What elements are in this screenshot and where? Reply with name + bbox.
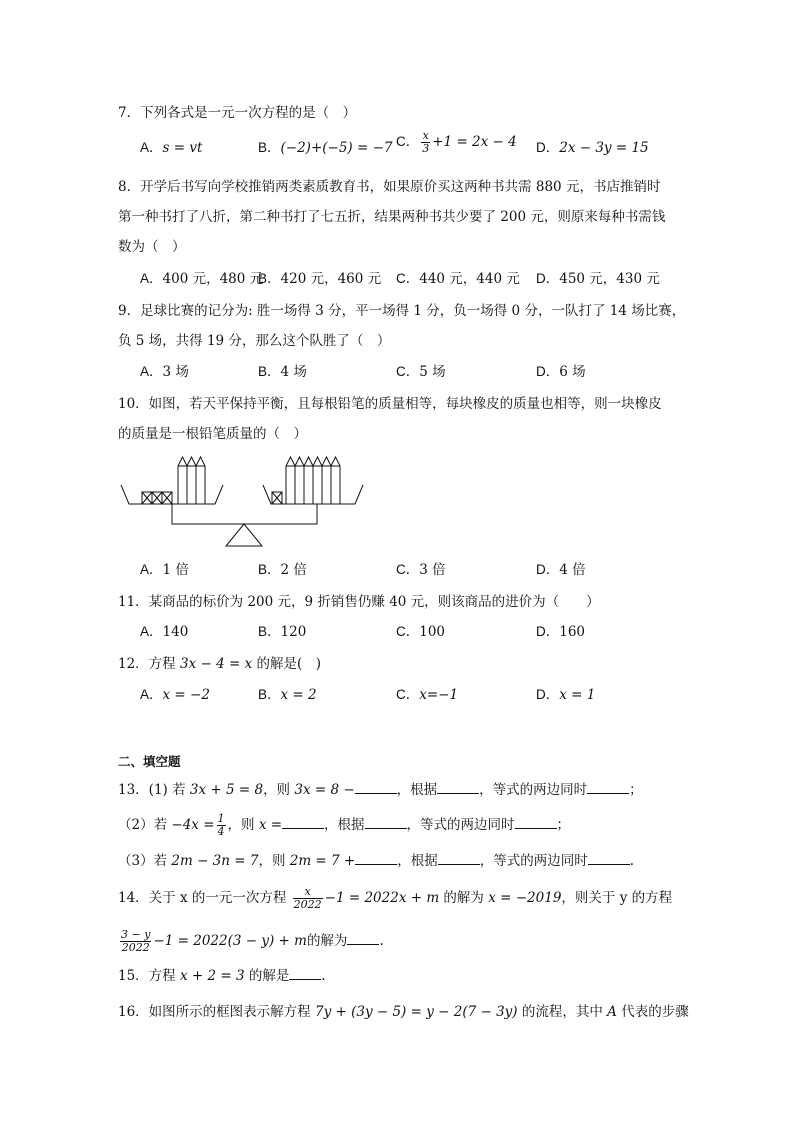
q8-line-3: 数为（ ） xyxy=(118,239,186,255)
q9-option-c: C．5 场 xyxy=(396,364,446,380)
q15-stem: 15．方程 x + 2 = 3 的解是 . xyxy=(118,965,326,986)
q10-option-b: B．2 倍 xyxy=(258,562,307,578)
q10-option-d: D．4 倍 xyxy=(536,562,586,578)
q7-option-c: C． $\frac{x}{3}$ +1 = 2x − 4 xyxy=(396,129,517,155)
q11-option-a: A．140 xyxy=(140,624,189,640)
q13-line-3: （3）若 2m − 3n = 7，则 2m = 7 + ，根据 ，等式的两边同时 . xyxy=(118,850,634,871)
left-pencils xyxy=(178,457,205,504)
q7-option-d: D．2x − 3y = 15 xyxy=(536,140,649,156)
q9-option-b: B．4 场 xyxy=(258,364,307,380)
q8-option-a: A．400 元，480 元 xyxy=(140,271,264,287)
q10-line-2: 的质量是一根铅笔质量的（ ） xyxy=(118,426,307,442)
q11-option-d: D．160 xyxy=(536,624,586,640)
q16-stem: 16．如图所示的框图表示解方程 7y + (3y − 5) = y − 2(7 − 3y) 的流程，其中 A 代表的步骤 xyxy=(118,1004,689,1020)
q8-options xyxy=(140,269,660,289)
q7-option-a: A．s = vt xyxy=(140,140,203,156)
q9-line-1: 9．足球比赛的记分为: 胜一场得 3 分，平一场得 1 分，负一场得 0 分，一队打了 14 场比赛， xyxy=(118,303,686,319)
q8-option-b: B．420 元，460 元 xyxy=(258,271,382,287)
q10-option-a: A．1 倍 xyxy=(140,562,189,578)
q14-line-2: $\frac{3 - y}{2022}$ −1 = 2022(3 − y) + m的解为 . xyxy=(121,928,384,954)
q8-line-1: 8．开学后书写向学校推销两类素质教育书，如果原价买这两种书共需 880 元，书店推销时 xyxy=(118,179,661,195)
answer-blank[interactable] xyxy=(587,779,629,794)
q11-option-b: B．120 xyxy=(258,624,307,640)
answer-blank[interactable] xyxy=(282,814,324,829)
q9-options xyxy=(140,362,660,382)
answer-blank[interactable] xyxy=(365,814,407,829)
q9-option-d: D．6 场 xyxy=(536,364,586,380)
balance-scale-figure xyxy=(115,452,375,552)
q12-option-b: B．x = 2 xyxy=(258,687,317,703)
answer-blank[interactable] xyxy=(347,930,379,945)
q13-line-1: 13．(1) 若 3x + 5 = 8，则 3x = 8 − ，根据 ，等式的两边同时 ； xyxy=(118,779,643,800)
section-heading-fill-in: 二、填空题 xyxy=(118,754,181,769)
q10-option-c: C．3 倍 xyxy=(396,562,446,578)
q10-options xyxy=(140,560,660,580)
answer-blank[interactable] xyxy=(588,850,630,865)
q8-line-2: 第一种书打了八折，第二种书打了七五折，结果两种书共少要了 200 元，则原来每种书需钱 xyxy=(118,209,666,225)
q11-option-c: C．100 xyxy=(396,624,446,640)
q7-options xyxy=(140,129,660,158)
q12-option-c: C．x=−1 xyxy=(396,687,459,703)
balance-beam xyxy=(172,504,317,524)
right-eraser xyxy=(272,492,282,504)
fulcrum-triangle xyxy=(226,524,262,546)
q12-option-d: D．x = 1 xyxy=(536,687,596,703)
answer-blank[interactable] xyxy=(437,779,479,794)
q10-line-1: 10．如图，若天平保持平衡，且每根铅笔的质量相等，每块橡皮的质量也相等，则一块橡皮 xyxy=(118,396,662,412)
q9-line-2: 负 5 场，共得 19 分，那么这个队胜了（ ） xyxy=(118,333,391,349)
answer-blank[interactable] xyxy=(355,779,397,794)
q12-stem: 12．方程 3x − 4 = x 的解是( ) xyxy=(118,656,322,672)
q12-options xyxy=(140,685,660,705)
right-pencils xyxy=(286,457,340,504)
q13-line-2: （2）若 −4x = $\frac{1}{4}$ ，则 x = ，根据 ，等式的两边同时 ； xyxy=(118,812,571,838)
q14-line-1: 14．关于 x 的一元一次方程 $\frac{x}{2022}$ −1 = 2022x + m 的解为 x = −2019，则关于 y 的方程 xyxy=(118,885,673,911)
left-erasers xyxy=(142,492,172,504)
answer-blank[interactable] xyxy=(515,814,557,829)
q11-stem: 11．某商品的标价为 200 元，9 折销售仍赚 40 元，则该商品的进价为（ ） xyxy=(118,594,600,610)
q8-option-d: D．450 元，430 元 xyxy=(536,271,660,287)
q11-options xyxy=(140,622,660,642)
answer-blank[interactable] xyxy=(355,850,397,865)
q12-option-a: A．x = −2 xyxy=(140,687,210,703)
q7-option-b: B．(−2)+(−5) = −7 xyxy=(258,140,393,156)
answer-blank[interactable] xyxy=(438,850,480,865)
q7-stem: 7．下列各式是一元一次方程的是（ ） xyxy=(118,105,357,121)
answer-blank[interactable] xyxy=(289,965,321,980)
q9-option-a: A．3 场 xyxy=(140,364,189,380)
q8-option-c: C．440 元，440 元 xyxy=(396,271,520,287)
